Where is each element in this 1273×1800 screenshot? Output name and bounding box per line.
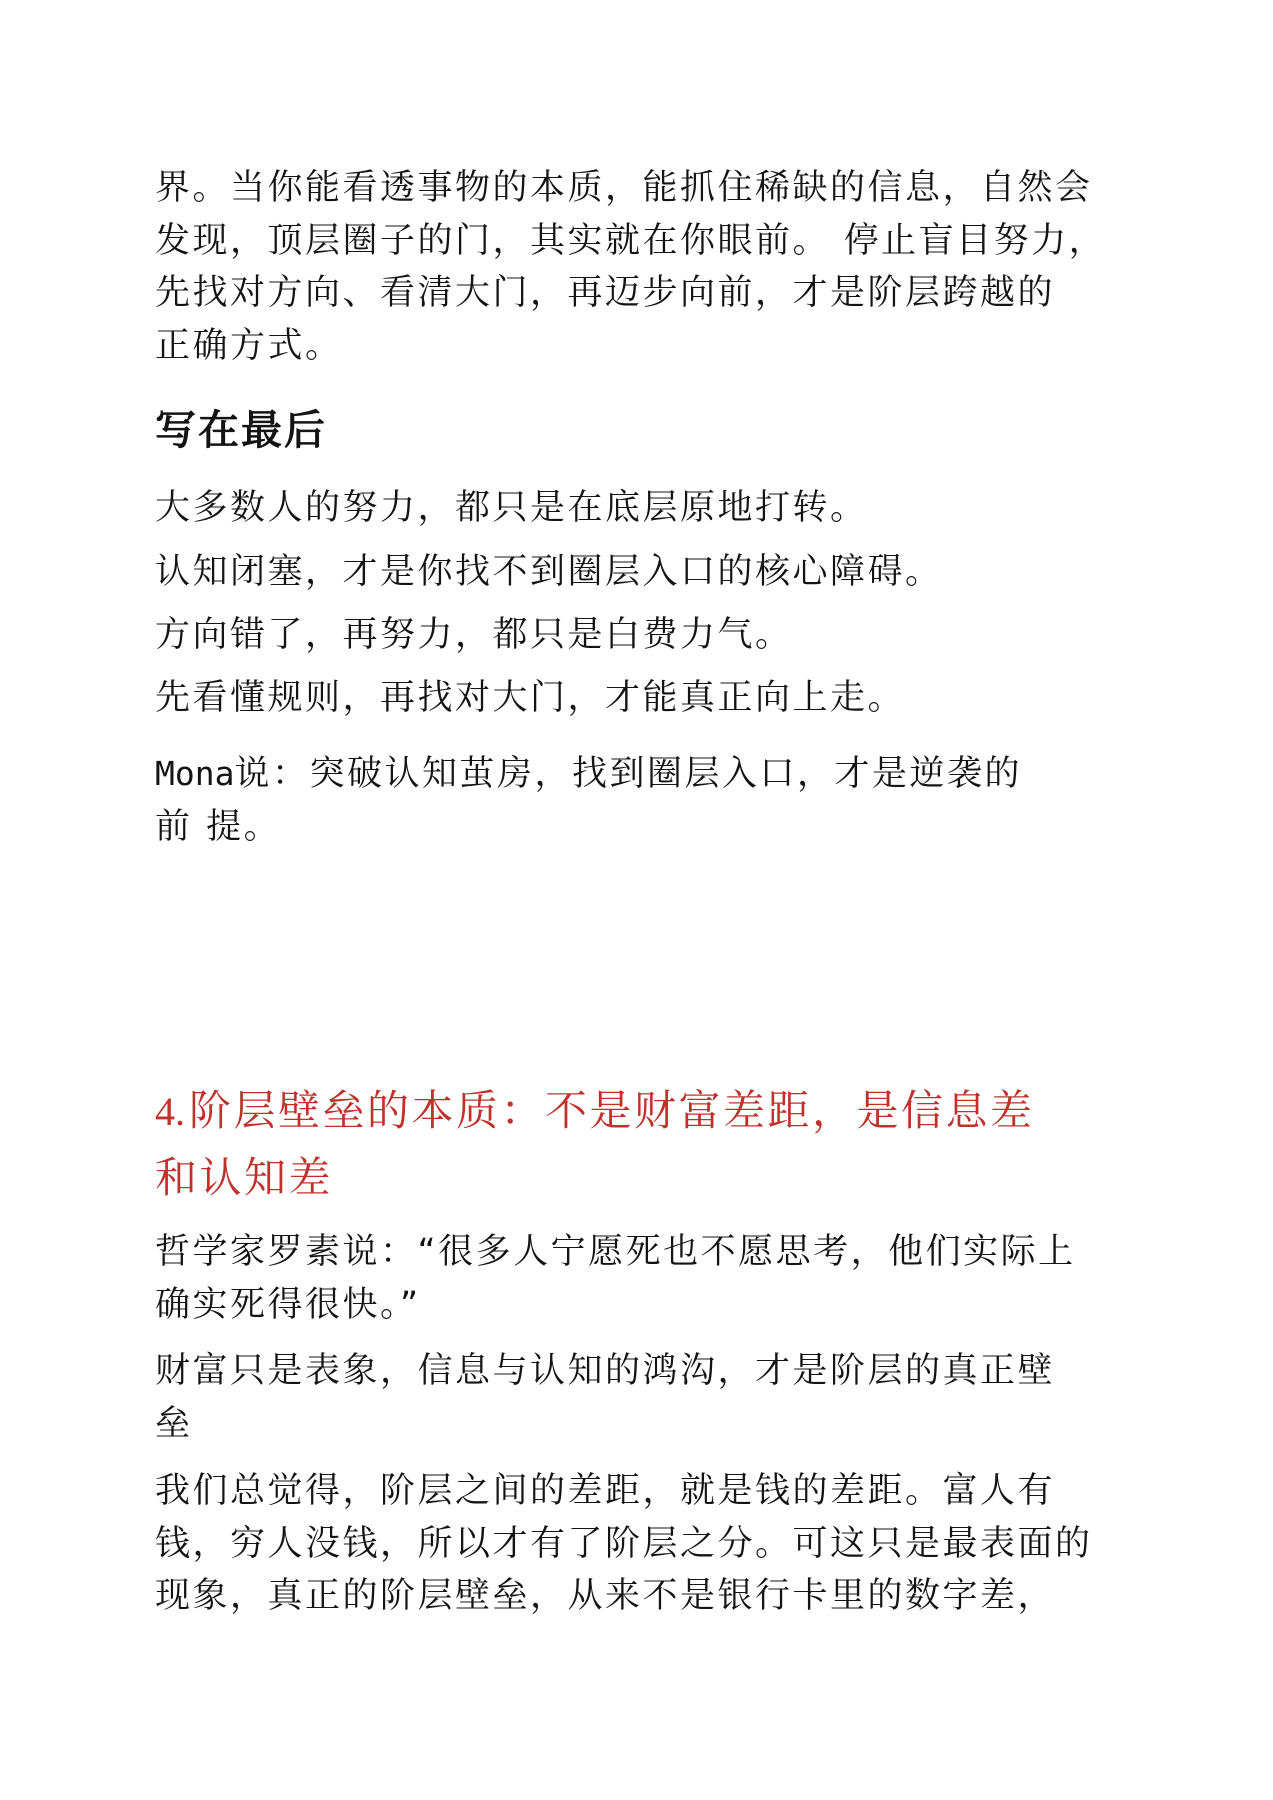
section-4-body [155,1465,1115,1623]
paragraph-line: 确实死得很快。” [155,1284,421,1325]
section-4-heading [155,1078,1115,1211]
paragraph-line: 我们总觉得，阶层之间的差距，就是钱的差距。富人有 [155,1471,1056,1511]
closing-statement: 认知闭塞，才是你找不到圈层入口的核心障碍。 [155,552,943,592]
paragraph-line: 发现，顶层圈子的门，其实就在你眼前。 停止盲目努力， [155,220,1107,261]
closing-section-title: 写在最后 [155,406,327,454]
paragraph-line: 现象，真正的阶层壁垒，从来不是银行卡里的数字差， [155,1576,1056,1616]
paragraph-line: 垒 [155,1403,193,1444]
closing-statement: 大多数人的努力，都只是在底层原地打转。 [155,488,868,528]
closing-statement: 先看懂规则，再找对大门，才能真正向上走。 [155,678,906,718]
mona-quote [155,748,1115,853]
mona-quote-line-1 [155,748,1115,801]
intro-paragraph [155,162,1115,372]
section-4-title: 阶层壁垒的本质：不是财富差距，是信息差 [189,1086,1035,1135]
closing-statement: 方向错了，再努力，都只是白费力气。 [155,615,793,655]
section-4-heading-line-2: 和认知差 [155,1153,334,1202]
section-4-subheading [155,1345,1115,1450]
mona-quote-text: 说：突破认知茧房，找到圈层入口，才是逆袭的 [234,754,1022,794]
russell-quote [155,1226,1115,1331]
paragraph-line: 界。当你能看透事物的本质，能抓住稀缺的信息，自然会 [155,168,1093,208]
paragraph-line: 哲学家罗素说：“很多人宁愿死也不愿思考，他们实际上 [155,1232,1076,1272]
section-number: 4. [155,1089,185,1134]
paragraph-line: 先找对方向、看清大门，再迈步向前，才是阶层跨越的 [155,273,1056,313]
mona-quote-line-2: 前 提。 [155,806,282,847]
section-4-heading-line-1 [155,1078,1115,1145]
author-name: Mona [155,754,235,793]
paragraph-line: 财富只是表象，信息与认知的鸿沟，才是阶层的真正壁 [155,1351,1056,1391]
paragraph-line: 正确方式。 [155,325,343,366]
paragraph-line: 钱，穷人没钱，所以才有了阶层之分。可这只是最表面的 [155,1523,1093,1564]
